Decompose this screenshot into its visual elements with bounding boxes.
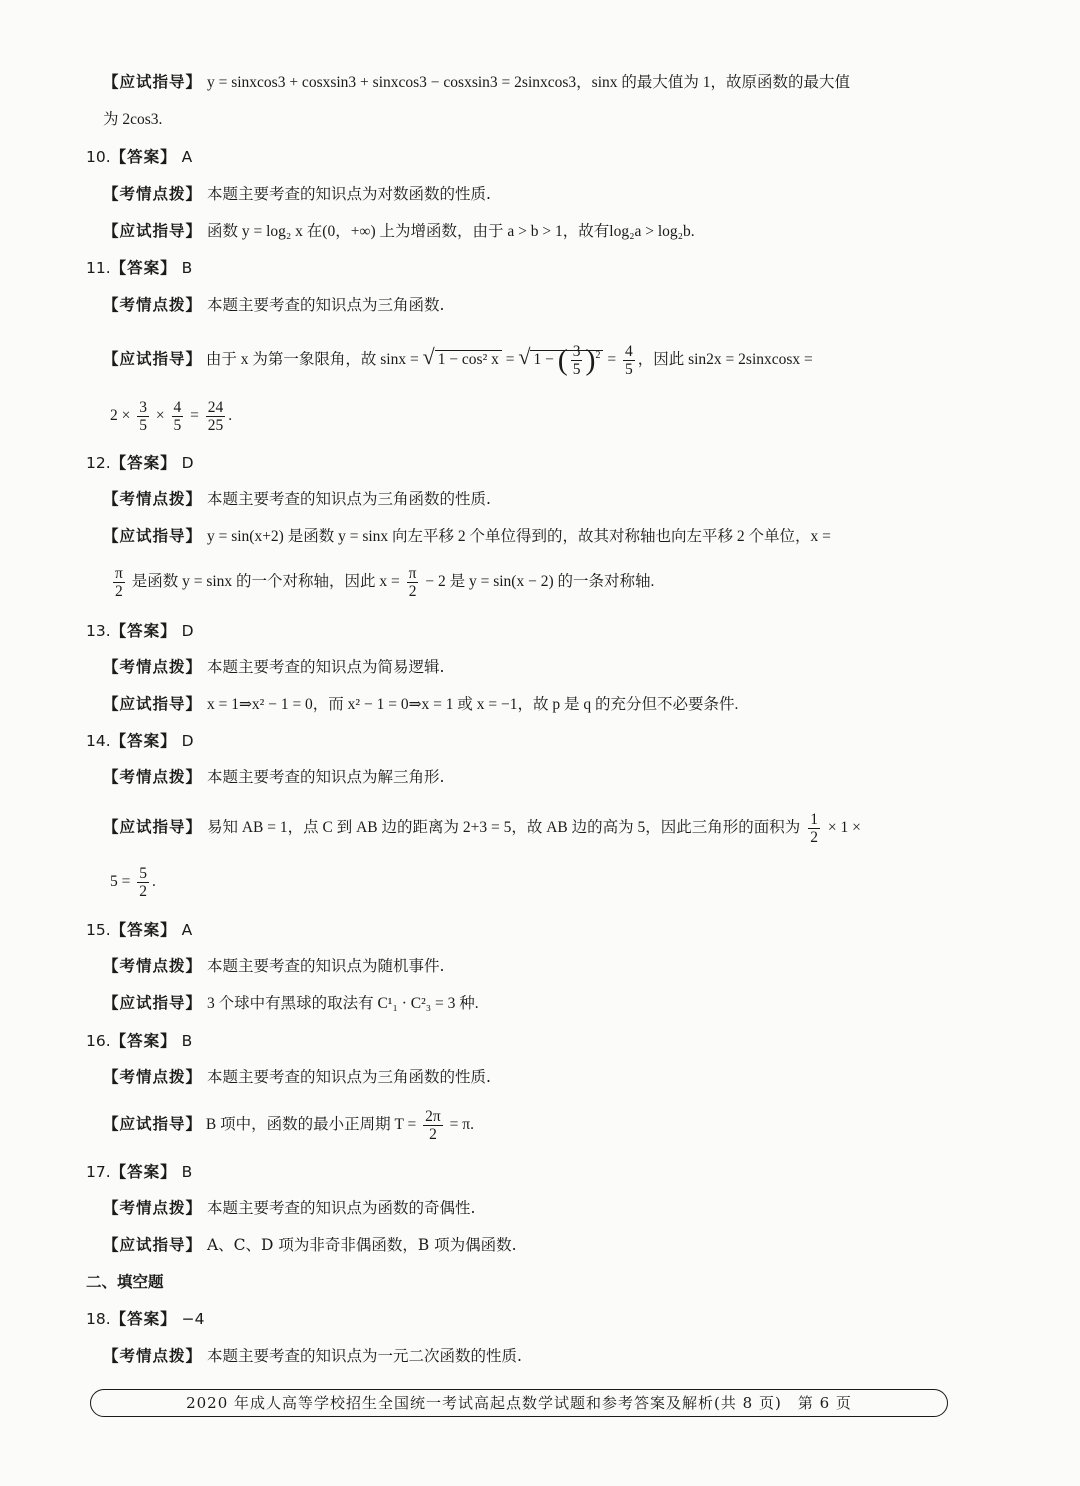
q14-number: 14. [86, 732, 111, 750]
q11-number: 11. [86, 259, 111, 277]
q11-guide-line2: 2 × $\frac{3}{5}$ × $\frac{4}{5}$ = $\frac{24}{25}$ . [110, 398, 233, 434]
point-label: 【考情点拨】 [103, 1068, 203, 1086]
q14-guide-1: 易知 AB = 1，点 C 到 AB 边的距离为 2+3 = 5，故 AB 边的高为 5，因此三角形的面积为 [206, 819, 801, 836]
q11-guide-pre: 由于 x 为第一象限角，故 sinx = [205, 351, 419, 369]
q9-guide-line2: 为 2cos3. [103, 111, 163, 128]
answer-label: 【答案】 [110, 454, 177, 472]
q15-answer: A [181, 921, 193, 939]
guide-label: 【应试指导】 [103, 818, 203, 836]
q11-point: 本题主要考查的知识点为三角函数. [206, 296, 445, 314]
q11-answer: B [181, 259, 193, 277]
q15-number: 15. [86, 921, 111, 939]
guide-label: 【应试指导】 [103, 1236, 203, 1254]
q14-guide-1b: × 1 × [827, 819, 861, 836]
point-label: 【考情点拨】 [103, 185, 203, 203]
q15-guide-line [103, 993, 479, 1014]
q17-answer: B [181, 1163, 193, 1181]
q13-answer: D [181, 622, 194, 640]
guide-label: 【应试指导】 [103, 1115, 203, 1133]
q14-guide-line1: 【应试指导】 易知 AB = 1，点 C 到 AB 边的距离为 2+3 = 5，故 AB 边的高为 5，因此三角形的面积为 $\frac{1}{2}$ × 1 × [103, 810, 861, 846]
point-label: 【考情点拨】 [103, 1347, 203, 1365]
answer-label: 【答案】 [110, 921, 177, 939]
q17-point: 本题主要考查的知识点为函数的奇偶性. [206, 1199, 476, 1217]
point-label: 【考情点拨】 [103, 1199, 203, 1217]
q14-point: 本题主要考查的知识点为解三角形. [206, 768, 445, 786]
point-label: 【考情点拨】 [103, 658, 203, 676]
answer-label: 【答案】 [110, 732, 177, 750]
q12-number: 12. [86, 454, 111, 472]
q18-answer-line [86, 1309, 204, 1329]
q15-point-line [103, 956, 444, 976]
q12-guide-2b: − 2 是 y = sin(x − 2) 的一条对称轴. [425, 573, 655, 590]
q11-guide-post: ，因此 sin2x = 2sinxcosx = [637, 351, 813, 369]
q16-guide-line: 【应试指导】 B 项中，函数的最小正周期 T = $\frac{2\pi}{2}$ = π. [103, 1107, 474, 1143]
guide-label: 【应试指导】 [103, 527, 203, 545]
q16-guide-pre: B 项中，函数的最小正周期 T = [205, 1116, 417, 1133]
q11-answer-line [86, 258, 192, 278]
guide-label: 【应试指导】 [103, 994, 203, 1012]
q17-guide-line [103, 1235, 517, 1255]
q13-answer-line [86, 621, 194, 641]
q18-point: 本题主要考查的知识点为一元二次函数的性质. [206, 1347, 522, 1365]
point-label: 【考情点拨】 [103, 296, 203, 314]
q9-guide-line1 [103, 72, 850, 93]
q12-point-line [103, 489, 491, 509]
point-label: 【考情点拨】 [103, 768, 203, 786]
answer-label: 【答案】 [110, 1163, 177, 1181]
q10-answer: A [181, 148, 193, 166]
section-heading-fill-in: 二、填空题 [86, 1273, 164, 1291]
q16-point: 本题主要考查的知识点为三角函数的性质. [206, 1068, 491, 1086]
q14-point-line [103, 767, 444, 787]
q12-guide-1: y = sin(x+2) 是函数 y = sinx 向左平移 2 个单位得到的，故其对称轴也向左平移 2 个单位，x = [206, 528, 831, 545]
q17-guide: A、C、D 项为非奇非偶函数，B 项为偶函数. [206, 1236, 517, 1254]
answer-label: 【答案】 [110, 259, 177, 277]
fraction-4-5: $\frac{4}{5}$ [624, 343, 633, 379]
q12-guide-2a: 是函数 y = sinx 的一个对称轴，因此 x = [131, 573, 400, 590]
answer-label: 【答案】 [110, 148, 177, 166]
answer-label: 【答案】 [110, 1310, 177, 1328]
q10-number: 10. [86, 148, 111, 166]
q16-point-line [103, 1067, 491, 1087]
q13-guide-line [103, 694, 738, 715]
q13-point-line [103, 657, 444, 677]
q18-point-line [103, 1346, 522, 1366]
q12-answer: D [181, 454, 194, 472]
guide-label: 【应试指导】 [103, 695, 203, 713]
q10-guide: 函数 y = log₂ x 在(0，+∞) 上为增函数，由于 a > b > 1，故有log₂a > log₂b. [206, 223, 695, 240]
q13-guide: x = 1⇒x² − 1 = 0，而 x² − 1 = 0⇒x = 1 或 x = −1，故 p 是 q 的充分但不必要条件. [206, 696, 739, 713]
q16-answer: B [181, 1032, 193, 1050]
q15-point: 本题主要考查的知识点为随机事件. [206, 957, 445, 975]
q12-guide-line2: $\frac{\pi}{2}$ 是函数 y = sinx 的一个对称轴，因此 x = $\frac{\pi}{2}$ − 2 是 y = sin(x − 2) 的一条对称轴. [115, 564, 655, 600]
answer-label: 【答案】 [110, 1032, 177, 1050]
sqrt-expression-1: √ 1 − cos² x [423, 351, 502, 368]
q14-answer-line [86, 731, 194, 751]
q12-guide-line1 [103, 526, 831, 547]
q17-answer-line [86, 1162, 192, 1182]
answer-label: 【答案】 [110, 622, 177, 640]
q10-answer-line [86, 147, 192, 167]
guide-label: 【应试指导】 [103, 222, 203, 240]
point-label: 【考情点拨】 [103, 957, 203, 975]
q14-guide-line2: 5 = $\frac{5}{2}$ . [110, 864, 156, 900]
q15-guide: 3 个球中有黑球的取法有 C¹₁ · C²₃ = 3 种. [206, 995, 479, 1012]
q11-guide-line1: 【应试指导】 由于 x 为第一象限角，故 sinx = √ 1 − cos² x = √ 1 − ( $\frac{3}{5}$ )$^2$ = $\frac{4}{5}$ ，因此 sin2x = 2sinxcosx = [103, 343, 813, 379]
q13-number: 13. [86, 622, 111, 640]
q16-number: 16. [86, 1032, 111, 1050]
q17-number: 17. [86, 1163, 111, 1181]
q17-point-line [103, 1198, 475, 1218]
q9-guide-text: y = sinxcos3 + cosxsin3 + sinxcos3 − cosxsin3 = 2sinxcos3，sinx 的最大值为 1，故原函数的最大值 [206, 74, 850, 91]
q14-guide-2: 5 = [110, 873, 131, 890]
q10-point: 本题主要考查的知识点为对数函数的性质. [206, 185, 491, 203]
page-footer: 2020 年成人高等学校招生全国统一考试高起点数学试题和参考答案及解析(共 8 页) 第 6 页 [90, 1389, 948, 1417]
q16-answer-line [86, 1031, 192, 1051]
sqrt-expression-2: √ 1 − ( $\frac{3}{5}$ )$^2$ [518, 351, 603, 368]
q15-answer-line [86, 920, 192, 940]
q14-answer: D [181, 732, 194, 750]
point-label: 【考情点拨】 [103, 490, 203, 508]
guide-label: 【应试指导】 [103, 350, 203, 369]
q10-guide-line [103, 221, 695, 242]
q13-point: 本题主要考查的知识点为简易逻辑. [206, 658, 445, 676]
q12-answer-line [86, 453, 194, 473]
q12-point: 本题主要考查的知识点为三角函数的性质. [206, 490, 491, 508]
q10-point-line [103, 184, 491, 204]
q16-guide-post: = π. [449, 1116, 474, 1133]
guide-label: 【应试指导】 [103, 73, 203, 91]
q11-point-line [103, 295, 444, 315]
q18-answer: −4 [181, 1310, 205, 1328]
q18-number: 18. [86, 1310, 111, 1328]
